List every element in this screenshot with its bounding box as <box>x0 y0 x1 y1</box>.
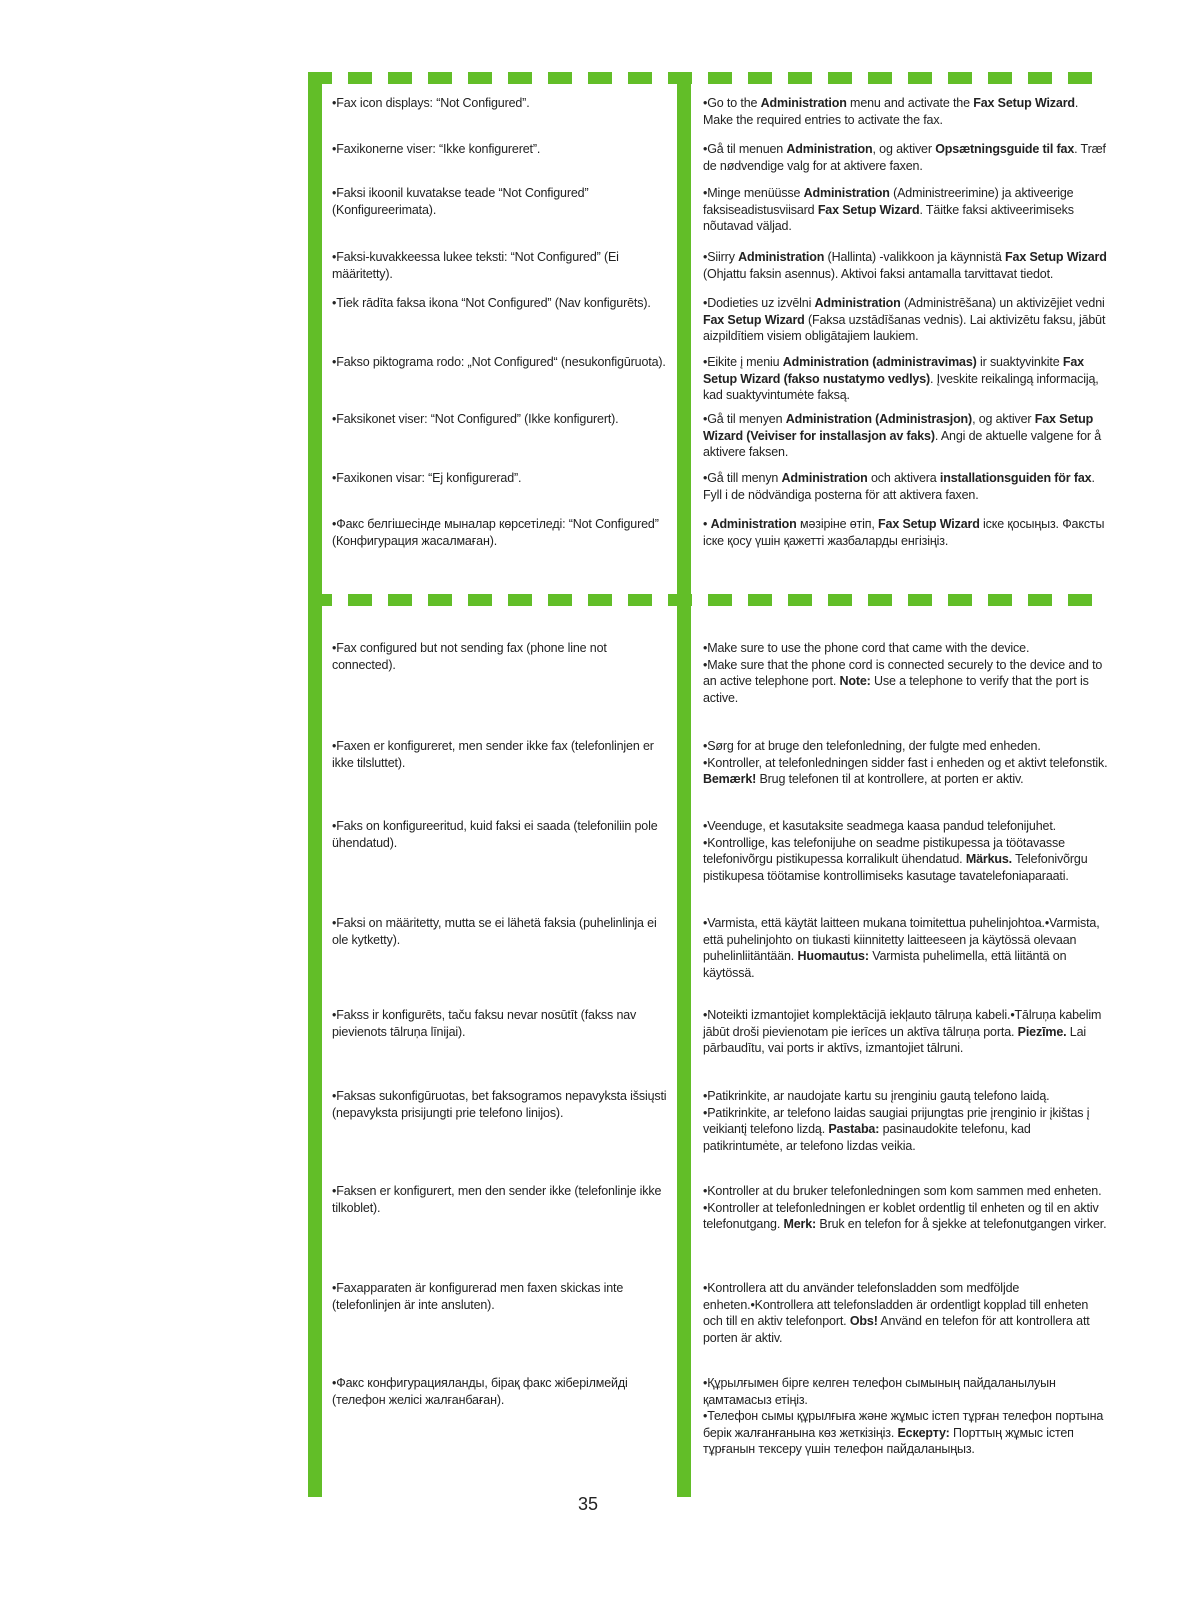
text-run: іске қосыңыз. Факсты іске қосу үшін қажетті жазбаларды енгізіңіз. <box>703 517 1105 548</box>
text-run: Varmista puhelimella, että liitäntä on käytössä. <box>703 949 1067 980</box>
text-run: •Телефон сымы құрылғыға және жұмыс істеп тұрған телефон портына берік жалғанғанына көз жеткізіңіз. <box>703 1409 1104 1440</box>
text-run: •Patikrinkite, ar telefono laidas saugiai prijungtas prie įrenginio ir įkištas į veikiantį telefono lizdą. <box>703 1105 1090 1137</box>
problem-text: •Faxikonen visar: “Ej konfigurerad”. <box>332 471 522 485</box>
text-run: • <box>703 517 711 531</box>
left-green-rule <box>308 72 322 1497</box>
solution-paragraph <box>703 354 1108 404</box>
problem-text: •Faksikonet viser: “Not Configured” (Ikke konfigurert). <box>332 412 619 426</box>
solution-text <box>703 411 1108 461</box>
text-run: •Kontroller, at telefonledningen sidder fast i enheden og et aktivt telefonstik. <box>703 755 1108 770</box>
middle-dashed-rule <box>308 594 1106 606</box>
solution-paragraph <box>703 295 1108 345</box>
text-run: (Administreerimine) ja aktiveerige faksiseadistusviisard <box>703 186 1074 217</box>
bold-term: Fax Setup Wizard (fakso nustatymo vedlys) <box>703 355 1084 386</box>
problem-text: •Tiek rādīta faksa ikona “Not Configured” (Nav konfigurēts). <box>332 296 651 310</box>
solution-paragraph <box>703 249 1108 282</box>
text-run: Brug telefonen til at kontrollere, at porten er aktiv. <box>756 772 1024 787</box>
bold-term: Fax Setup Wizard <box>1005 250 1107 264</box>
solution-text <box>703 1280 1108 1346</box>
problem-text: •Faksas sukonfigūruotas, bet faksogramos nepavyksta išsiųsti (nepavyksta prisijungti prie telefono linijos). <box>332 1089 667 1120</box>
bold-term: Administration <box>760 96 847 110</box>
text-run: . Fyll i de nödvändiga posterna för att aktivera faxen. <box>703 471 1095 502</box>
bold-term: Märkus. <box>965 852 1013 867</box>
bold-term: Ескерту: <box>897 1425 950 1440</box>
center-green-rule <box>677 72 691 1497</box>
text-run: •Minge menüüsse <box>703 186 804 200</box>
text-run: •Gå till menyn <box>703 471 782 485</box>
problem-text: •Faxapparaten är konfigurerad men faxen skickas inte (telefonlinjen är inte ansluten). <box>332 1281 624 1312</box>
text-run: мәзіріне өтіп, <box>796 517 879 531</box>
text-run: •Make sure to use the phone cord that came with the device. <box>703 641 1030 655</box>
bold-term: Obs! <box>849 1314 878 1329</box>
text-run: . Täitke faksi aktiveerimiseks nõutavad väljad. <box>703 202 1074 234</box>
bold-term: installationsguiden för fax <box>939 471 1092 485</box>
solution-paragraph <box>703 640 1108 706</box>
text-run: (Faksa uzstādīšanas vednis). Lai aktivizētu faksu, jābūt aizpildītiem visiem obligātajiem laukiem. <box>703 312 1106 344</box>
solution-text <box>703 1375 1108 1458</box>
text-run: •Kontroller at du bruker telefonledningen som kom sammen med enheten. <box>703 1184 1102 1198</box>
text-run: pasinaudokite telefonu, kad patikrintumėte, ar telefono lizdas veikia. <box>703 1122 1031 1153</box>
solution-text <box>703 1088 1108 1154</box>
bold-term: Administration <box>803 186 890 200</box>
bold-term: Administration <box>710 517 797 531</box>
solution-text <box>703 818 1108 884</box>
text-run: •Gå til menyen <box>703 412 786 426</box>
solution-text <box>703 249 1108 282</box>
text-run: Порттың жұмыс істеп тұрғанын тексеру үшін телефон пайдаланыңыз. <box>703 1425 1074 1457</box>
solution-text <box>703 95 1108 128</box>
problem-text: •Faksi-kuvakkeessa lukee teksti: “Not Configured” (Ei määritetty). <box>332 250 619 281</box>
text-run: Use a telephone to verify that the port is active. <box>703 674 1089 705</box>
solution-paragraph <box>703 1007 1108 1057</box>
bold-term: Merk: <box>783 1217 817 1232</box>
solution-paragraph <box>703 1375 1108 1458</box>
bold-term: Administration <box>786 142 873 156</box>
solution-text <box>703 141 1108 174</box>
text-run: , og aktiver <box>872 142 936 156</box>
bold-term: Fax Setup Wizard <box>817 202 920 217</box>
text-run: •Varmista, että käytät laitteen mukana toimitettua puhelinjohtoa.•Varmista, että puhelinjohto on tiukasti kiinnitetty laitteeseen ja käytössä olevaan puhelinliitäntään. <box>703 916 1100 964</box>
bold-term: Administration <box>814 296 901 310</box>
bold-term: Piezīme. <box>1017 1024 1067 1039</box>
bold-term: Pastaba: <box>828 1122 880 1137</box>
bold-term: Administration <box>738 250 825 264</box>
problem-text: •Faksi ikoonil kuvatakse teade “Not Configured” (Konfigureerimata). <box>332 186 589 217</box>
solution-text <box>703 470 1108 503</box>
text-run: •Go to the <box>703 96 761 110</box>
problem-text: •Факс белгішесінде мыналар көрсетіледі: “Not Configured” (Конфигурация жасалмаған). <box>332 517 659 548</box>
page-number: 35 <box>577 1494 599 1514</box>
solution-paragraph <box>703 141 1108 174</box>
text-run: (Ohjattu faksin asennus). Aktivoi faksi antamalla tarvittavat tiedot. <box>703 266 1054 281</box>
text-run: Bruk en telefon for å sjekke at telefonutgangen virker. <box>816 1217 1107 1232</box>
text-run: •Patikrinkite, ar naudojate kartu su įrenginiu gautą telefono laidą. <box>703 1089 1050 1103</box>
problem-text: •Faksi on määritetty, mutta se ei lähetä faksia (puhelinlinja ei ole kytketty). <box>332 916 657 947</box>
bold-term: Fax Setup Wizard <box>878 517 980 531</box>
bold-term: Bemærk! <box>703 772 757 787</box>
text-run: •Make sure that the phone cord is connected securely to the device and to an active telephone port. <box>703 657 1103 689</box>
solution-text <box>703 516 1108 549</box>
text-run: (Hallinta) -valikkoon ja käynnistä <box>824 250 1006 264</box>
solution-paragraph <box>703 95 1108 128</box>
text-run: . Įveskite reikalingą informaciją, kad suaktyvintumėte faksą. <box>703 371 1099 403</box>
solution-text <box>703 185 1108 235</box>
bold-term: Administration (Administrasjon) <box>785 412 973 426</box>
problem-text: •Faxen er konfigureret, men sender ikke fax (telefonlinjen er ikke tilsluttet). <box>332 739 654 770</box>
text-run: •Noteikti izmantojiet komplektācijā iekļauto tālruņa kabeli.•Tālruņa kabelim jābūt droši pievienotam pie ierīces un aktīva tālruņa porta. <box>703 1008 1102 1039</box>
text-run: . Make the required entries to activate the fax. <box>703 96 1079 127</box>
text-run: Lai pārbaudītu, vai ports ir aktīvs, izmantojiet tālruni. <box>703 1024 1087 1056</box>
problem-text: •Fakso piktograma rodo: „Not Configured“ (nesukonfigūruota). <box>332 355 666 369</box>
text-run: ir suaktyvinkite <box>976 355 1063 369</box>
solution-paragraph <box>703 411 1108 461</box>
problem-text: •Faks on konfigureeritud, kuid faksi ei saada (telefoniliin pole ühendatud). <box>332 819 658 850</box>
solution-paragraph <box>703 1183 1108 1233</box>
bold-term: Huomautus: <box>797 949 869 964</box>
problem-text: •Факс конфигурацияланды, бірақ факс жіберілмейді (телефон желісі жалғанбаған). <box>332 1376 628 1407</box>
text-run: •Құрылғымен бірге келген телефон сымының пайдаланылуын қамтамасыз етіңіз. <box>703 1376 1056 1407</box>
bold-term: Fax Setup Wizard <box>703 312 805 327</box>
text-run: •Veenduge, et kasutaksite seadmega kaasa pandud telefonijuhet. <box>703 819 1056 833</box>
text-run: •Eikite į meniu <box>703 355 783 369</box>
bold-term: Administration <box>781 471 868 485</box>
solution-text <box>703 295 1108 345</box>
solution-text <box>703 738 1108 788</box>
solution-paragraph <box>703 185 1108 235</box>
solution-paragraph <box>703 915 1108 981</box>
text-run: (Administrēšana) un aktivizējiet vedni <box>900 296 1105 310</box>
solution-text <box>703 915 1108 981</box>
text-run: och aktivera <box>867 471 940 485</box>
solution-paragraph <box>703 1280 1108 1346</box>
text-run: Använd en telefon för att kontrollera att porten är aktiv. <box>703 1314 1090 1345</box>
problem-text: •Fax icon displays: “Not Configured”. <box>332 96 530 110</box>
bold-term: Administration (administravimas) <box>782 355 977 369</box>
solution-paragraph <box>703 516 1108 549</box>
solution-paragraph <box>703 818 1108 884</box>
solution-paragraph <box>703 470 1108 503</box>
solution-text <box>703 354 1108 404</box>
solution-text <box>703 1007 1108 1057</box>
bold-term: Fax Setup Wizard <box>973 96 1075 110</box>
text-run: Telefonivõrgu pistikupesa töötamise kontrollimiseks kasutage tavatelefoniaparaati. <box>703 852 1088 883</box>
problem-text: •Faksen er konfigurert, men den sender ikke (telefonlinje ikke tilkoblet). <box>332 1184 662 1215</box>
text-run: •Kontroller at telefonledningen er koblet ordentlig til enheten og til en aktiv telefonutgang. <box>703 1200 1099 1232</box>
text-run: •Siirry <box>703 250 739 264</box>
text-run: •Gå til menuen <box>703 142 787 156</box>
solution-text <box>703 640 1108 706</box>
problem-text: •Fakss ir konfigurēts, taču faksu nevar nosūtīt (fakss nav pievienots tālruņa līnijai). <box>332 1008 637 1039</box>
solution-text <box>703 1183 1108 1233</box>
bold-term: Opsætningsguide til fax <box>935 142 1075 156</box>
text-run: . Træf de nødvendige valg for at aktivere faxen. <box>703 142 1106 173</box>
top-dashed-rule <box>308 72 1106 84</box>
text-run: •Dodieties uz izvēlni <box>703 296 815 310</box>
problem-text: •Fax configured but not sending fax (phone line not connected). <box>332 641 607 672</box>
text-run: menu and activate the <box>846 96 974 110</box>
text-run: •Kontrollera att du använder telefonsladden som medföljde enheten.•Kontrollera att telefonsladden är ordentligt kopplad till enheten och till en aktiv telefonport. <box>703 1281 1089 1329</box>
solution-paragraph <box>703 738 1108 788</box>
problem-text: •Faxikonerne viser: “Ikke konfigureret”. <box>332 142 541 156</box>
bold-term: Note: <box>839 674 871 689</box>
text-run: , og aktiver <box>972 412 1035 426</box>
text-run: . Angi de aktuelle valgene for å aktivere faksen. <box>703 428 1102 460</box>
text-run: •Kontrollige, kas telefonijuhe on seadme pistikupessa ja töötavasse telefonivõrgu pistikupessa korralikult ühendatud. <box>703 835 1065 867</box>
text-run: •Sørg for at bruge den telefonledning, der fulgte med enheden. <box>703 739 1041 753</box>
bold-term: Fax Setup Wizard (Veiviser for installasjon av faks) <box>703 412 1094 443</box>
solution-paragraph <box>703 1088 1108 1154</box>
